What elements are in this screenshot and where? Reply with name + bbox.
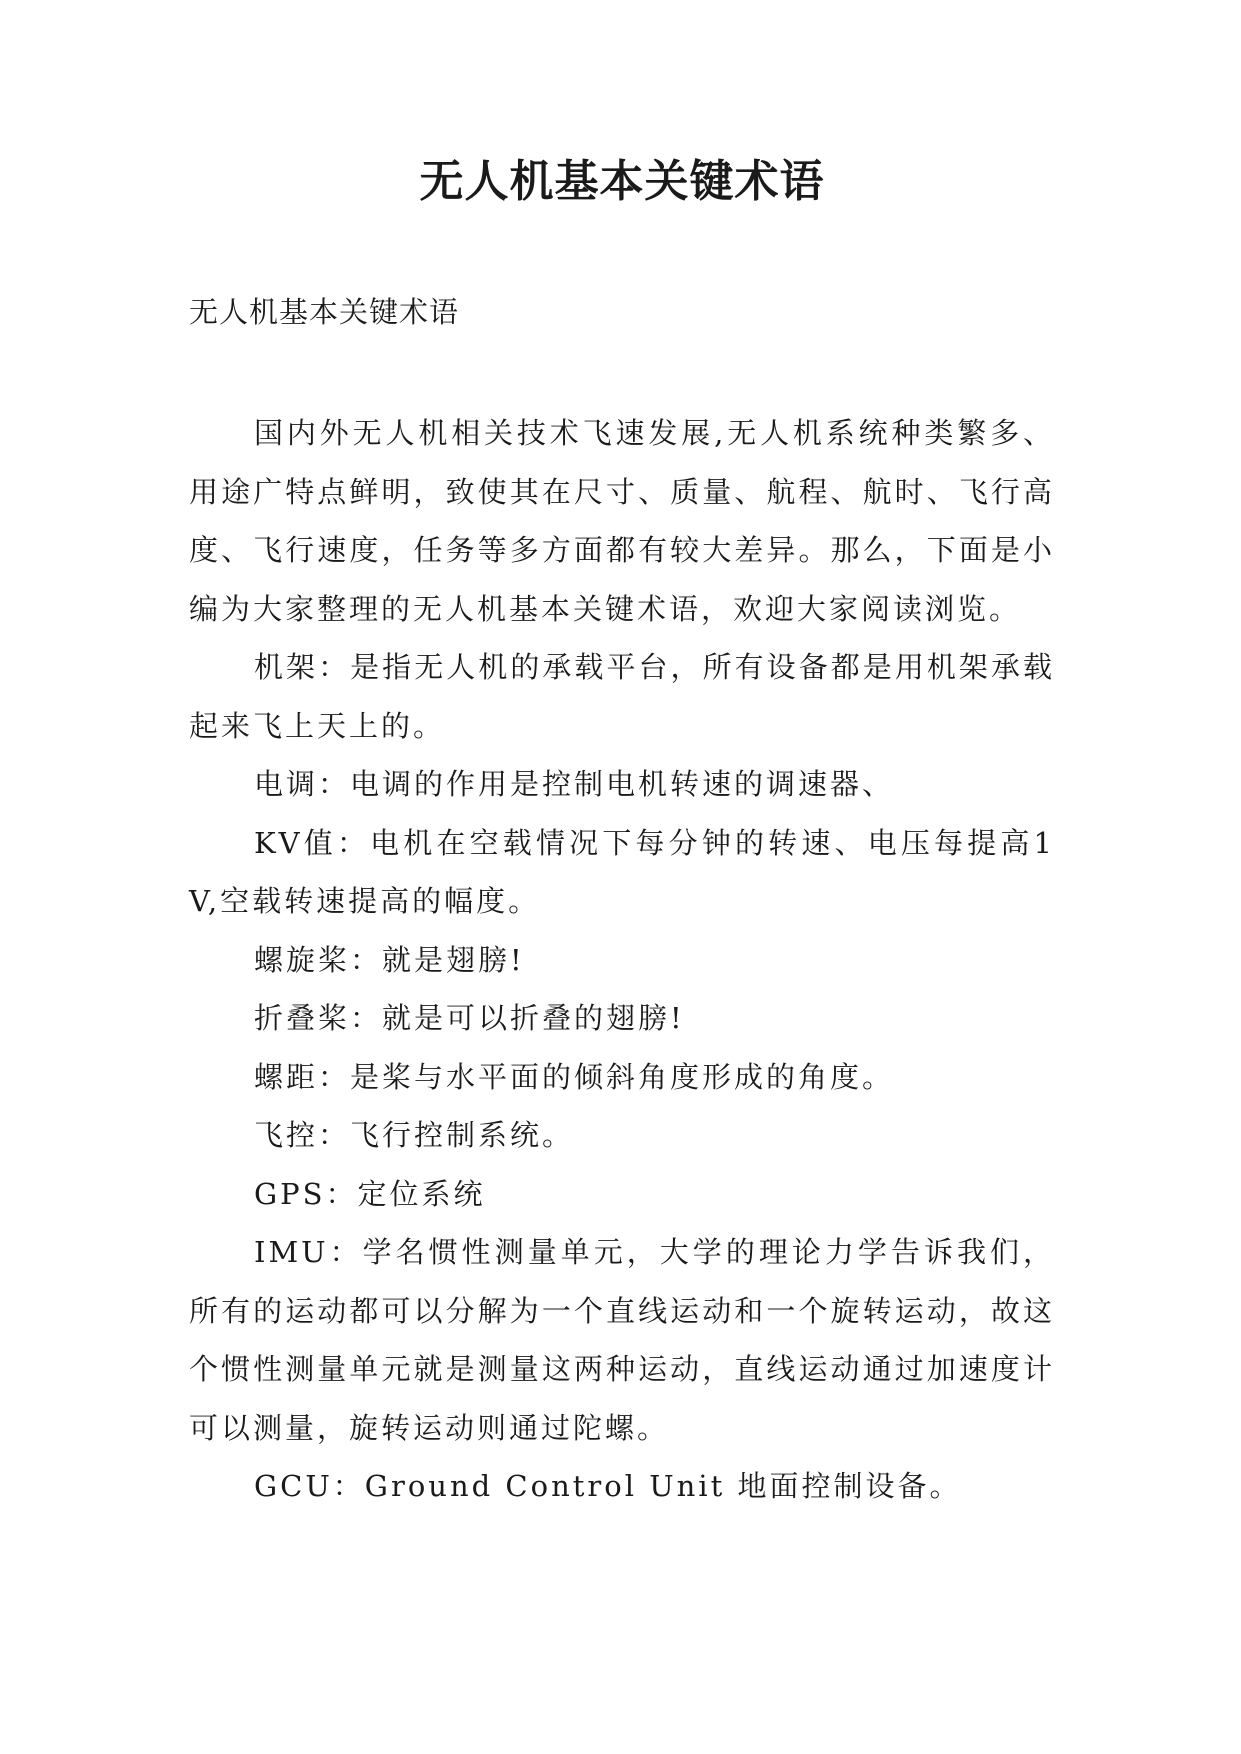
paragraph-propeller: 螺旋桨：就是翅膀! — [254, 942, 525, 977]
paragraph-gcu: GCU：Ground Control Unit 地面控制设备。 — [254, 1469, 962, 1503]
paragraph-pitch: 螺距：是桨与水平面的倾斜角度形成的角度。 — [254, 1059, 895, 1094]
paragraph-flight-controller: 飞控：飞行控制系统。 — [254, 1118, 575, 1152]
paragraph-imu: IMU：学名惯性测量单元，大学的理论力学告诉我们，所有的运动都可以分解为一个直线运动和一个旋转运动，故这个惯性测量单元就是测量这两种运动，直线运动通过加速度计可以测量，旋转运动则通过陀螺。 — [189, 1235, 1055, 1445]
paragraph-kv: KV值：电机在空载情况下每分钟的转速、电压每提高1V,空载转速提高的幅度。 — [189, 825, 1055, 918]
paragraph-frame: 机架：是指无人机的承载平台，所有设备都是用机架承载起来飞上天上的。 — [189, 650, 1055, 743]
paragraph-folding-propeller: 折叠桨：就是可以折叠的翅膀! — [254, 1001, 685, 1035]
paragraph-gps: GPS：定位系统 — [254, 1176, 486, 1211]
document-body — [189, 404, 1055, 1516]
paragraph-esc: 电调：电调的作用是控制电机转速的调速器、 — [254, 767, 895, 801]
document-subtitle: 无人机基本关键术语 — [189, 295, 460, 329]
paragraph-intro: 国内外无人机相关技术飞速发展,无人机系统种类繁多、用途广特点鲜明，致使其在尺寸、质量、航程、航时、飞行高度、飞行速度，任务等多方面都有较大差异。那么，下面是小编为大家整理的无人机基本关键术语，欢迎大家阅读浏览。 — [189, 416, 1055, 626]
document-title: 无人机基本关键术语 — [419, 156, 825, 207]
